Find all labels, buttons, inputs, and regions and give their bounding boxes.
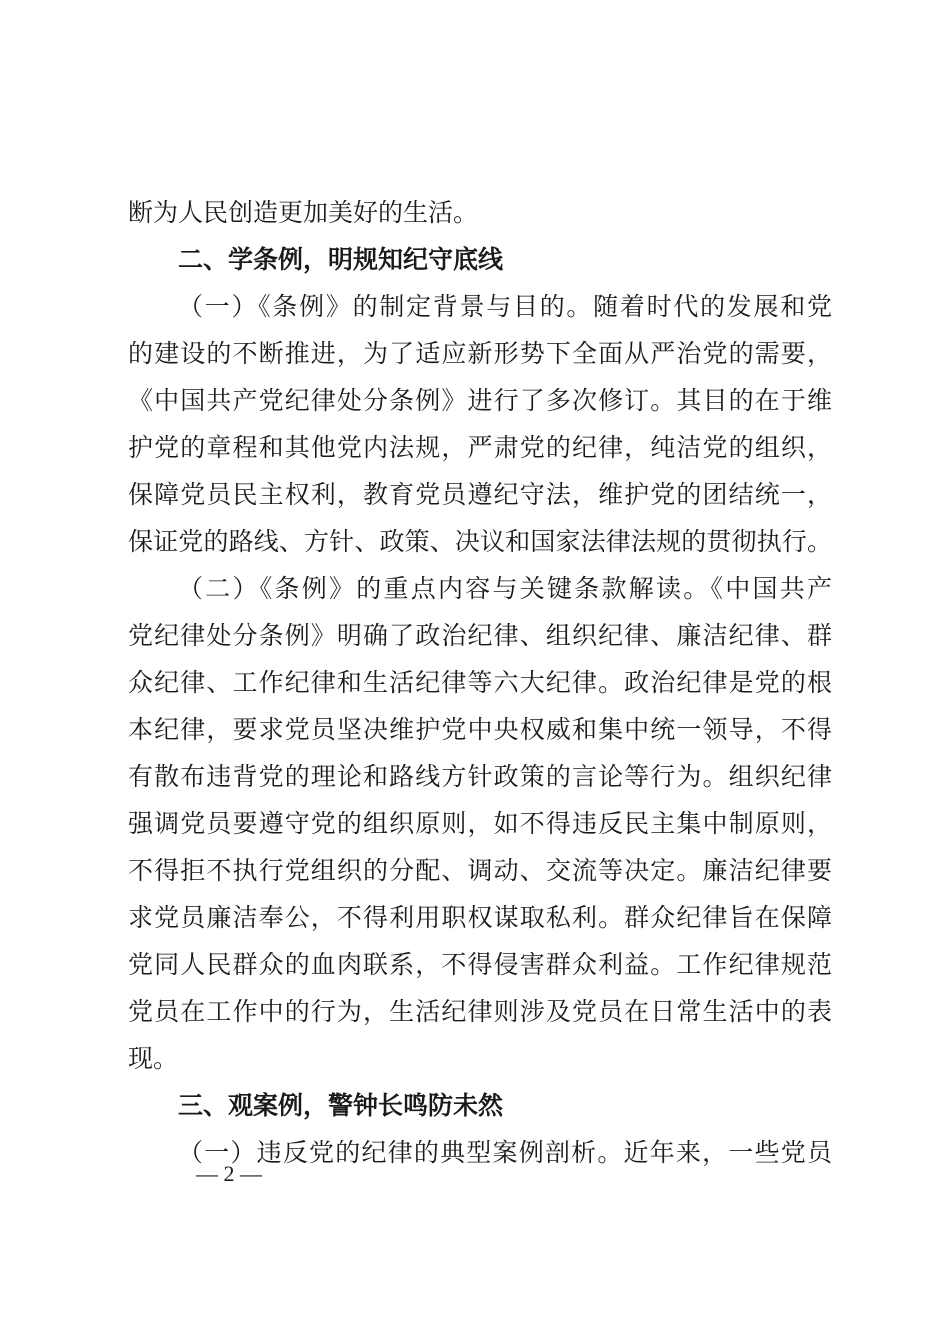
paragraph-line: 保障党员民主权利，教育党员遵纪守法，维护党的团结统一， xyxy=(128,480,832,509)
paragraph-line: 的建设的不断推进，为了适应新形势下全面从严治党的需要， xyxy=(128,339,832,368)
paragraph-line: 党纪律处分条例》明确了政治纪律、组织纪律、廉洁纪律、群 xyxy=(128,621,832,650)
paragraph-line: （一）违反党的纪律的典型案例剖析。近年来，一些党员 xyxy=(178,1138,832,1167)
paragraph-line: 保证党的路线、方针、政策、决议和国家法律法规的贯彻执行。 xyxy=(128,527,832,556)
paragraph-line: 不得拒不执行党组织的分配、调动、交流等决定。廉洁纪律要 xyxy=(128,856,832,885)
paragraph-line: （二）《条例》的重点内容与关键条款解读。《中国共产 xyxy=(178,574,832,603)
paragraph-line: 护党的章程和其他党内法规，严肃党的纪律，纯洁党的组织， xyxy=(128,433,832,462)
paragraph-line: 求党员廉洁奉公，不得利用职权谋取私利。群众纪律旨在保障 xyxy=(128,903,832,932)
paragraph-line: 现。 xyxy=(128,1044,179,1073)
paragraph-line: 党员在工作中的行为，生活纪律则涉及党员在日常生活中的表 xyxy=(128,997,832,1026)
paragraph-continuation-line: 断为人民创造更加美好的生活。 xyxy=(128,198,479,227)
paragraph-line: 《中国共产党纪律处分条例》进行了多次修订。其目的在于维 xyxy=(128,386,832,415)
paragraph-line: 本纪律，要求党员坚决维护党中央权威和集中统一领导，不得 xyxy=(128,715,832,744)
section-heading-3: 三、观案例，警钟长鸣防未然 xyxy=(178,1091,504,1120)
paragraph-line: 强调党员要遵守党的组织原则，如不得违反民主集中制原则， xyxy=(128,809,832,838)
page-number: — 2 — xyxy=(196,1161,262,1186)
paragraph-line: 有散布违背党的理论和路线方针政策的言论等行为。组织纪律 xyxy=(128,762,832,791)
paragraph-line: （一）《条例》的制定背景与目的。随着时代的发展和党 xyxy=(178,292,832,321)
section-heading-2: 二、学条例，明规知纪守底线 xyxy=(178,245,504,274)
paragraph-line: 党同人民群众的血肉联系，不得侵害群众利益。工作纪律规范 xyxy=(128,950,832,979)
paragraph-line: 众纪律、工作纪律和生活纪律等六大纪律。政治纪律是党的根 xyxy=(128,668,832,697)
